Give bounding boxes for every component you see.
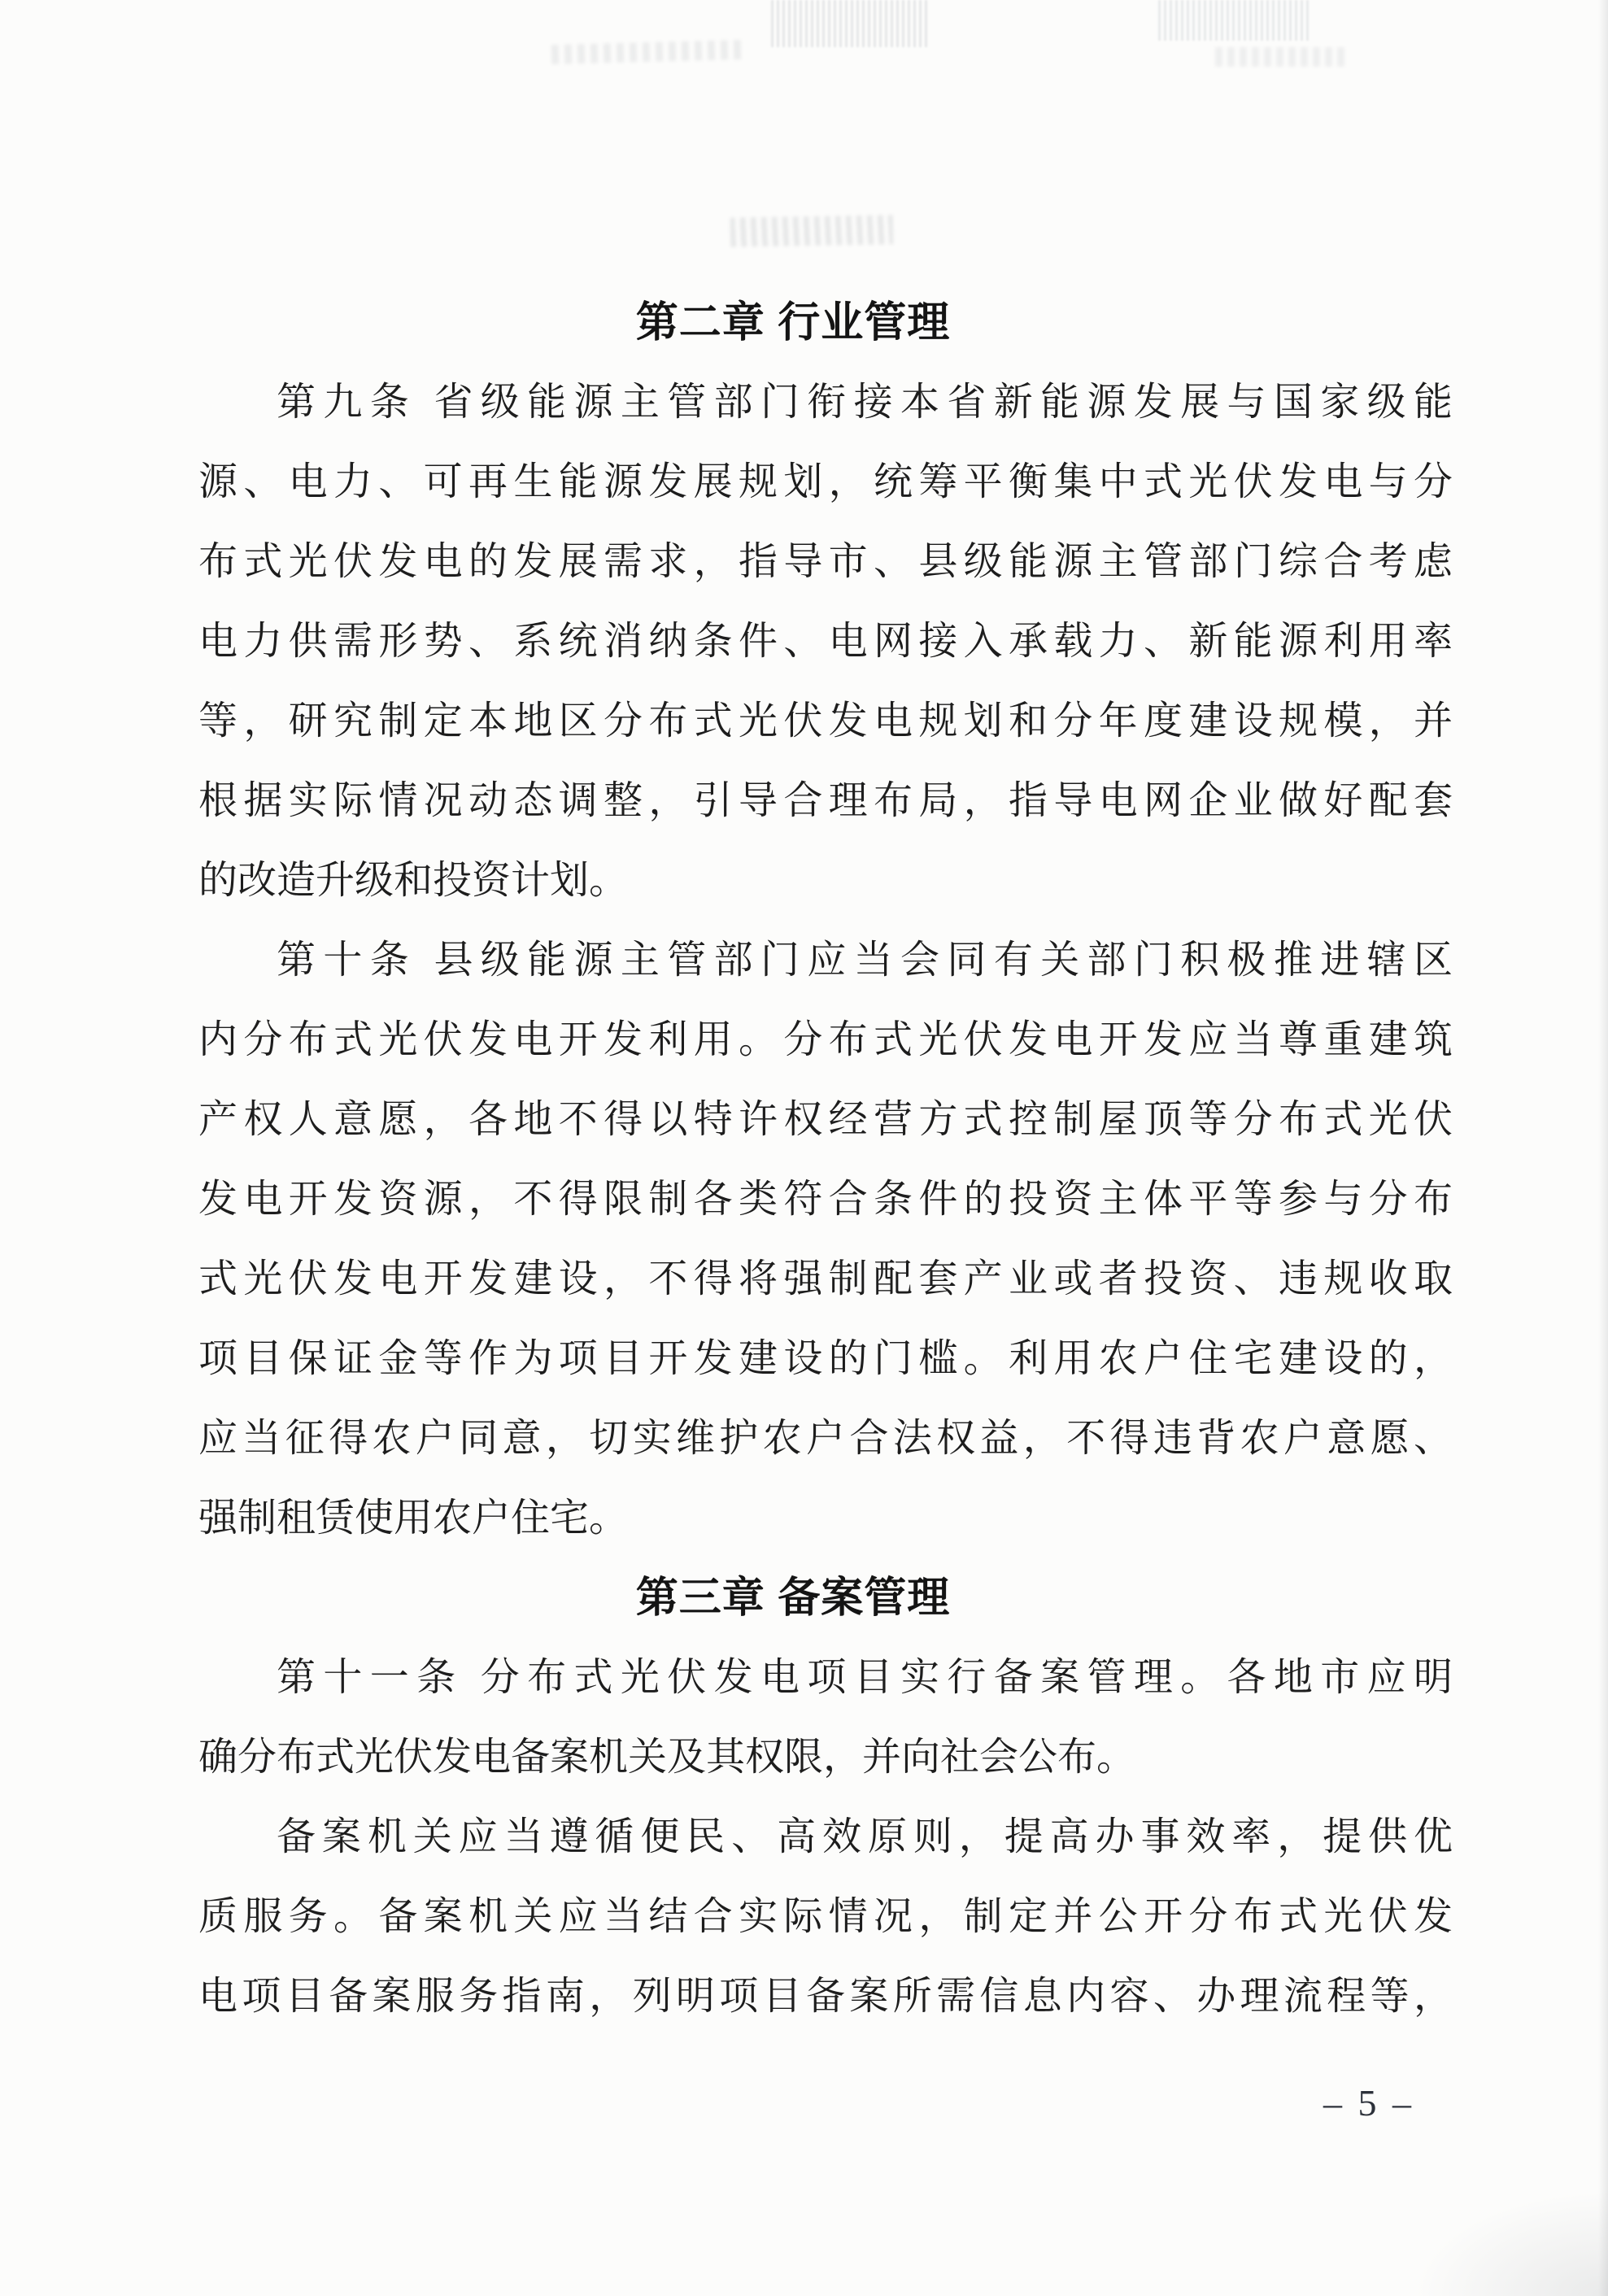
text-line: 项目保证金等作为项目开发建设的门槛。利用农户住宅建设的，: [198, 1337, 1453, 1380]
chapter-heading: 第二章 行业管理: [635, 299, 951, 346]
text-line: 根据实际情况动态调整，引导合理布局，指导电网企业做好配套: [198, 779, 1453, 822]
scan-corner-shadow: [1413, 2190, 1608, 2296]
text-line: 确分布式光伏发电备案机关及其权限，并向社会公布。: [198, 1736, 1136, 1779]
text-line: 第九条 省级能源主管部门衔接本省新能源发展与国家级能: [277, 381, 1453, 424]
text-line: 电项目备案服务指南，列明项目备案所需信息内容、办理流程等，: [198, 1975, 1453, 2018]
chapter-heading: 第三章 备案管理: [635, 1575, 951, 1622]
scan-artifact: [551, 40, 746, 64]
scan-artifact: [771, 0, 930, 47]
text-line: 质服务。备案机关应当结合实际情况，制定并公开分布式光伏发: [198, 1895, 1453, 1938]
page-number: – 5 –: [1323, 2082, 1414, 2124]
text-line: 应当征得农户同意，切实维护农户合法权益，不得违背农户意愿、: [198, 1417, 1453, 1460]
scan-edge-shadow: [1598, 0, 1608, 2296]
text-line: 等，研究制定本地区分布式光伏发电规划和分年度建设规模，并: [198, 699, 1453, 743]
text-line: 式光伏发电开发建设，不得将强制配套产业或者投资、违规收取: [198, 1257, 1453, 1300]
text-line: 产权人意愿，各地不得以特许权经营方式控制屋顶等分布式光伏: [198, 1098, 1453, 1141]
text-line: 布式光伏发电的发展需求，指导市、县级能源主管部门综合考虑: [198, 540, 1453, 583]
paragraph: [198, 363, 1453, 921]
text-line: 第十条 县级能源主管部门应当会同有关部门积极推进辖区: [277, 939, 1453, 982]
paragraph: [198, 1797, 1453, 2037]
scan-artifact: [730, 215, 894, 246]
text-line: 内分布式光伏发电开发利用。分布式光伏发电开发应当尊重建筑: [198, 1018, 1453, 1061]
scan-artifact: [1158, 0, 1309, 41]
paragraph: [198, 921, 1453, 1558]
scan-artifact: [1215, 47, 1347, 67]
text-line: 的改造升级和投资计划。: [198, 859, 629, 902]
paragraph: [198, 1638, 1453, 1797]
text-line: 备案机关应当遵循便民、高效原则，提高办事效率，提供优: [277, 1815, 1453, 1858]
text-line: 强制租赁使用农户住宅。: [198, 1497, 629, 1540]
text-line: 第十一条 分布式光伏发电项目实行备案管理。各地市应明: [277, 1656, 1453, 1699]
text-line: 电力供需形势、系统消纳条件、电网接入承载力、新能源利用率: [198, 620, 1453, 663]
text-line: 发电开发资源，不得限制各类符合条件的投资主体平等参与分布: [198, 1178, 1453, 1221]
document-body: [198, 283, 1453, 2037]
text-line: 源、电力、可再生能源发展规划，统筹平衡集中式光伏发电与分: [198, 460, 1453, 503]
